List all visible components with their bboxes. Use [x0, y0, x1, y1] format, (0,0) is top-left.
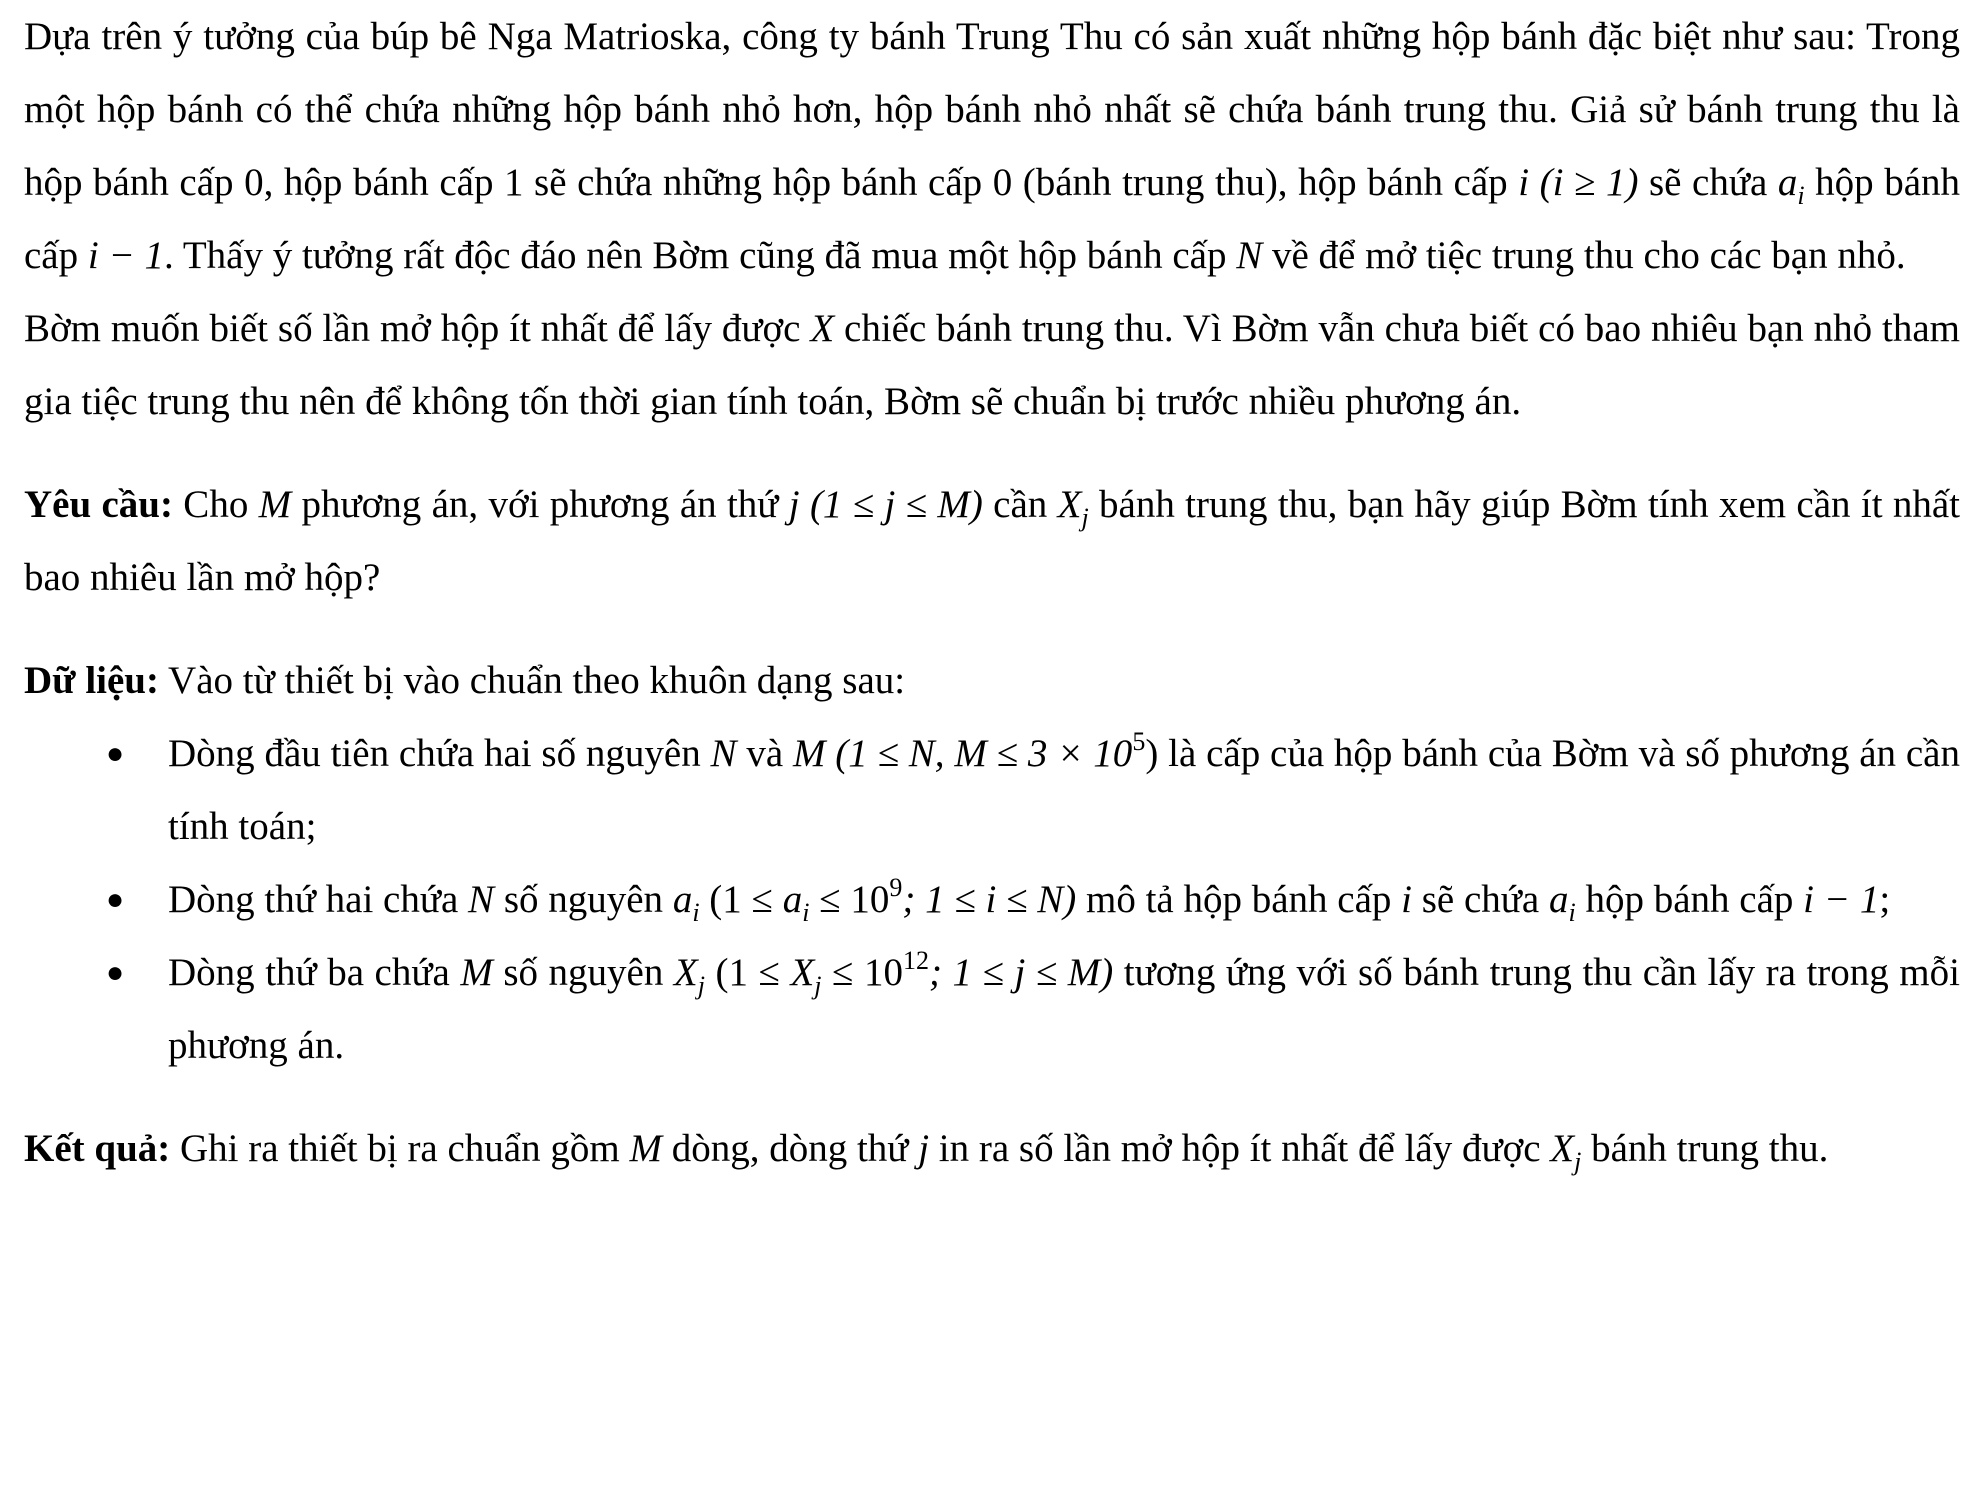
text: số nguyên: [494, 878, 673, 921]
text: hộp bánh cấp: [24, 161, 1961, 277]
text: Dòng thứ ba chứa: [168, 951, 461, 994]
math-var: M: [258, 483, 292, 526]
math-var: M: [629, 1127, 662, 1170]
math-expr: (1 ≤ N, M ≤ 3 × 10: [835, 732, 1133, 775]
math-var: j: [788, 483, 800, 526]
math-var: i: [1518, 161, 1530, 204]
math-sup: 5: [1132, 727, 1146, 756]
result-paragraph: [24, 1112, 1960, 1185]
math-sub: j: [697, 971, 705, 1000]
math-var: a: [782, 878, 803, 921]
list-item: [24, 863, 1960, 936]
text: Dựa trên ý tưởng của búp bê Nga Matrioska, công ty bánh Trung Thu có sản xuất những hộp bánh đặc biệt như sau: Trong một hộp bánh có thể chứa những hộp bánh nhỏ hơn, hộp bánh nhỏ nhất sẽ chứa bánh trung thu. Giả sử bánh trung thu là hộp bánh cấp 0, hộp bánh cấp 1 sẽ chứa những hộp bánh cấp 0 (bánh trung thu), hộp bánh cấp: [24, 15, 1960, 204]
math-var: X: [1057, 483, 1082, 526]
text: là cấp của hộp bánh của Bờm và số phương án cần tính toán;: [168, 732, 1960, 848]
list-item: [24, 936, 1960, 1082]
math-var: X: [790, 951, 815, 994]
math-var: N: [1236, 234, 1263, 277]
math-var: X: [1550, 1127, 1575, 1170]
text: Bờm muốn biết số lần mở hộp ít nhất để lấy được: [24, 307, 811, 350]
text: ;: [1879, 878, 1891, 921]
bullet-icon: ●: [106, 956, 125, 989]
intro-paragraph-1: [24, 0, 1960, 292]
math-sub: j: [1081, 503, 1089, 532]
input-format-list: [24, 717, 1960, 1082]
data-paragraph: [24, 644, 1960, 717]
math-var: N: [468, 878, 495, 921]
math-expr: ; 1 ≤ i ≤ N): [902, 878, 1077, 921]
math-expr: ): [1145, 732, 1159, 775]
math-var: M: [792, 732, 826, 775]
math-expr: (i ≥ 1): [1539, 161, 1639, 204]
text: tương ứng với số bánh trung thu cần lấy ra trong mỗi phương án.: [168, 951, 1960, 1067]
math-var: a: [1549, 878, 1569, 921]
bullet-icon: ●: [106, 883, 125, 916]
math-expr: i − 1: [87, 234, 165, 277]
request-paragraph: [24, 468, 1960, 614]
math-expr: ≤ 10: [821, 951, 903, 994]
math-expr: (1 ≤ j ≤ M): [809, 483, 983, 526]
math-sup: 9: [889, 873, 903, 902]
math-expr: ≤ 10: [809, 878, 890, 921]
math-sub: i: [802, 898, 810, 927]
section-label: Yêu cầu:: [24, 483, 173, 526]
text: số nguyên: [492, 951, 674, 994]
math-sub: i: [1797, 181, 1805, 210]
text: và: [736, 732, 793, 775]
text: sẽ chứa: [1412, 878, 1549, 921]
math-expr: i − 1: [1803, 878, 1880, 921]
math-var: i: [1401, 878, 1412, 921]
text: bánh trung thu.: [1581, 1127, 1829, 1170]
text: sẽ chứa: [1638, 161, 1778, 204]
math-var: M: [460, 951, 493, 994]
math-var: a: [672, 878, 693, 921]
math-sup: 12: [902, 946, 929, 975]
text: Vào từ thiết bị vào chuẩn theo khuôn dạng sau:: [158, 659, 906, 702]
math-var: a: [1777, 161, 1798, 204]
list-item: [24, 717, 1960, 863]
text: in ra số lần mở hộp ít nhất để lấy được: [929, 1127, 1551, 1170]
math-var: N: [710, 732, 737, 775]
math-var: X: [673, 951, 698, 994]
math-sub: i: [1568, 898, 1576, 927]
math-sub: i: [692, 898, 700, 927]
math-var: X: [810, 307, 835, 350]
section-label: Kết quả:: [24, 1127, 171, 1170]
math-expr: (1 ≤: [699, 878, 783, 921]
text: dòng, dòng thứ: [661, 1127, 919, 1170]
text: bánh trung thu, bạn hãy giúp Bờm tính xem cần ít nhất bao nhiêu lần mở hộp?: [24, 483, 1961, 599]
text: mô tả hộp bánh cấp: [1076, 878, 1402, 921]
math-expr: (1 ≤: [704, 951, 791, 994]
math-expr: ; 1 ≤ j ≤ M): [928, 951, 1114, 994]
text: Dòng đầu tiên chứa hai số nguyên: [168, 732, 711, 775]
text: hộp bánh cấp: [1575, 878, 1804, 921]
text: về để mở tiệc trung thu cho các bạn nhỏ.: [1262, 234, 1906, 277]
text: chiếc bánh trung thu. Vì Bờm vẫn chưa biết có bao nhiêu bạn nhỏ tham gia tiệc trung thu nên để không tốn thời gian tính toán, Bờm sẽ chuẩn bị trước nhiều phương án.: [24, 307, 1960, 423]
math-var: j: [918, 1127, 930, 1170]
text: cần: [982, 483, 1058, 526]
math-sub: j: [814, 971, 822, 1000]
text: Dòng thứ hai chứa: [168, 878, 469, 921]
text: Ghi ra thiết bị ra chuẩn gồm: [170, 1127, 630, 1170]
section-label: Dữ liệu:: [24, 659, 159, 702]
text: phương án, với phương án thứ: [291, 483, 789, 526]
math-sub: j: [1574, 1147, 1582, 1176]
text: Cho: [172, 483, 259, 526]
bullet-icon: ●: [106, 737, 125, 770]
text: . Thấy ý tưởng rất độc đáo nên Bờm cũng đã mua một hộp bánh cấp: [164, 234, 1237, 277]
intro-paragraph-2: [24, 292, 1960, 438]
